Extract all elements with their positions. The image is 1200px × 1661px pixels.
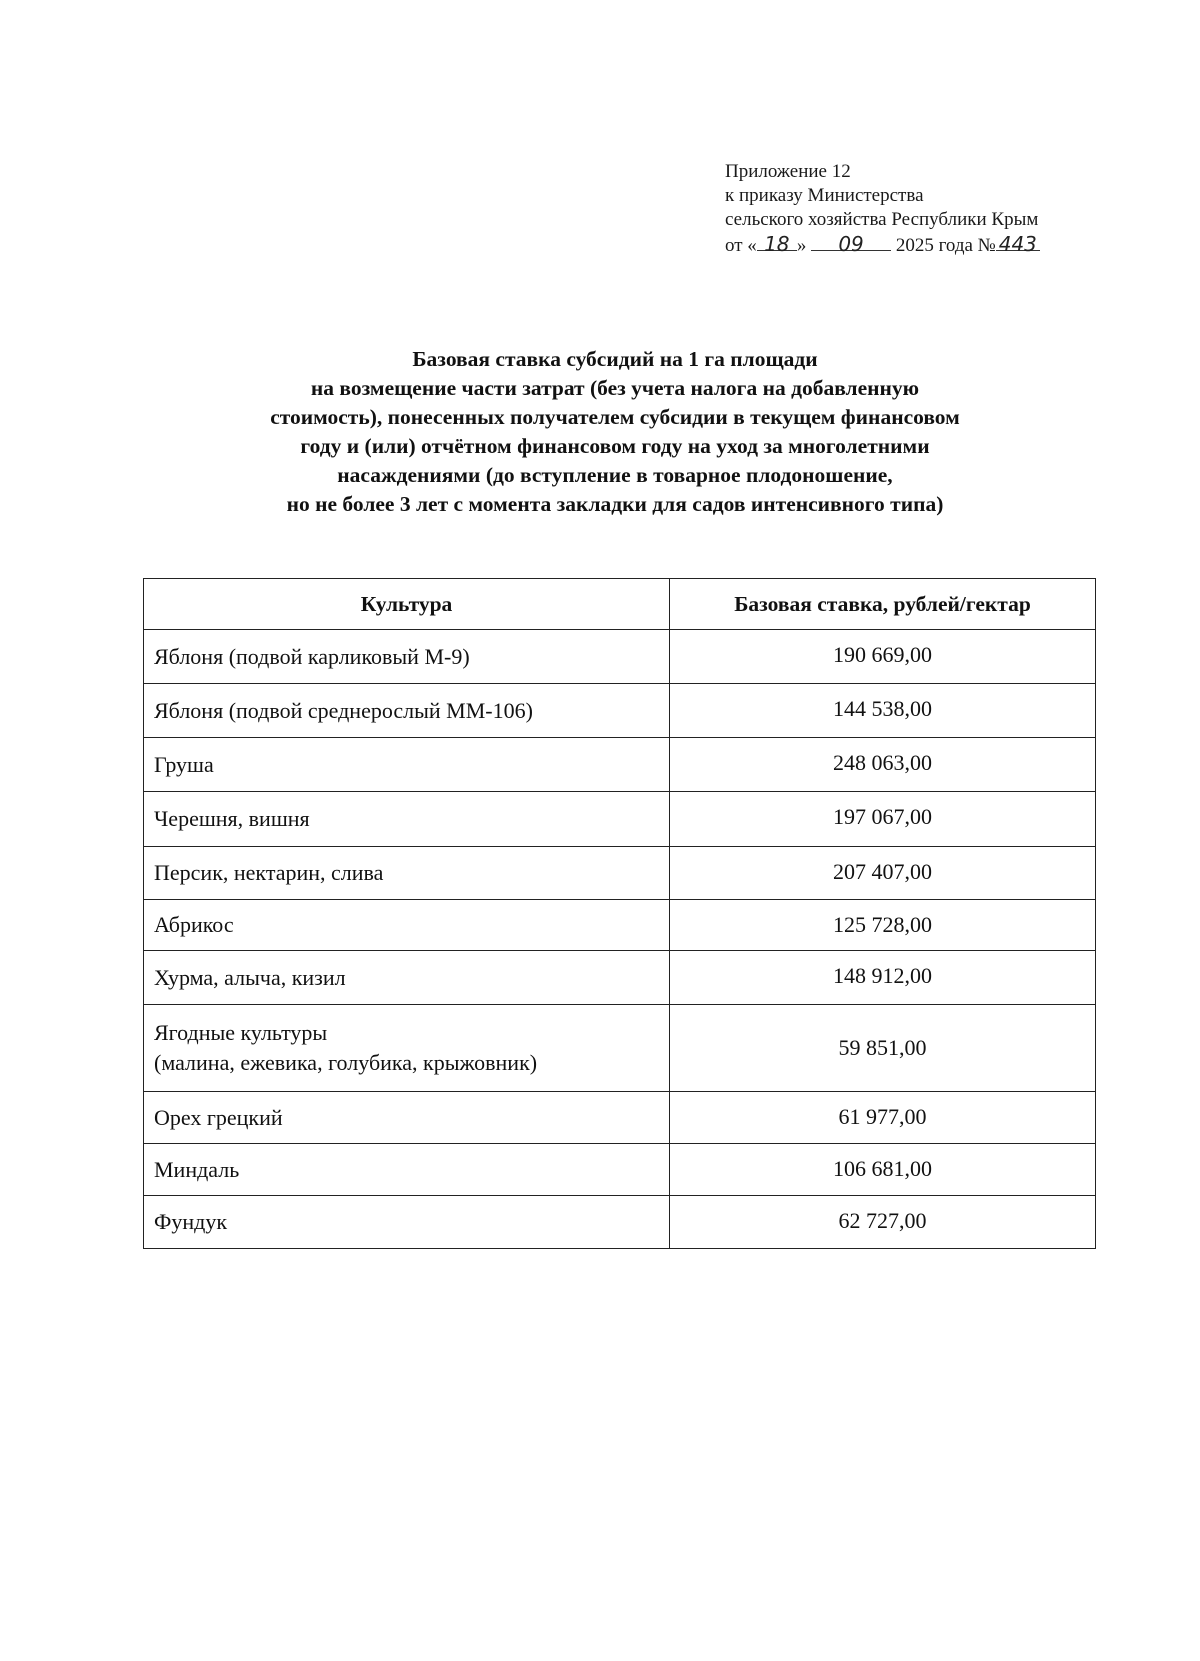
appendix-number: Приложение 12 (725, 161, 851, 182)
appendix-date-line (725, 232, 1145, 258)
date-month-field (811, 232, 891, 256)
title-line: на возмещение части затрат (без учета налога на добавленную (310, 376, 920, 400)
crop-cell: Абрикос (144, 900, 670, 951)
rate-cell: 148 912,00 (670, 951, 1096, 1005)
rate-cell: 207 407,00 (670, 847, 1096, 900)
title-line: году и (или) отчётном финансовом году на уход за многолетними (300, 434, 930, 458)
header-crop: Культура (144, 579, 670, 630)
table-row (144, 738, 1096, 792)
document-title (150, 345, 1080, 519)
table-row (144, 1092, 1096, 1144)
date-year: 2025 года № (895, 235, 996, 256)
table-row (144, 1196, 1096, 1249)
table-row (144, 847, 1096, 900)
crop-detail: (малина, ежевика, голубика, крыжовник) (154, 1050, 538, 1075)
table-row (144, 792, 1096, 847)
rate-cell: 144 538,00 (670, 684, 1096, 738)
table-row (144, 900, 1096, 951)
table-row (144, 951, 1096, 1005)
crop-cell: Черешня, вишня (144, 792, 670, 847)
rate-cell: 62 727,00 (670, 1196, 1096, 1249)
table-header-row (144, 579, 1096, 630)
title-line: стоимость), понесенных получателем субсидии в текущем финансовом (270, 405, 960, 429)
rate-cell: 125 728,00 (670, 900, 1096, 951)
crop-cell: Орех грецкий (144, 1092, 670, 1144)
table-row (144, 630, 1096, 684)
crop-name: Ягодные культуры (154, 1020, 328, 1045)
crop-cell: Хурма, алыча, кизил (144, 951, 670, 1005)
order-number-handwritten: 443 (998, 232, 1037, 256)
rate-cell: 248 063,00 (670, 738, 1096, 792)
crop-cell: Яблоня (подвой среднерослый ММ-106) (144, 684, 670, 738)
appendix-header (725, 160, 1145, 258)
table-row (144, 1005, 1096, 1092)
crop-cell: Миндаль (144, 1144, 670, 1196)
rate-cell: 197 067,00 (670, 792, 1096, 847)
date-mid: » (796, 235, 807, 256)
table-row (144, 684, 1096, 738)
crop-cell: Фундук (144, 1196, 670, 1249)
rate-cell: 59 851,00 (670, 1005, 1096, 1092)
order-number-field (996, 232, 1040, 256)
title-line: но не более 3 лет с момента закладки для садов интенсивного типа) (286, 492, 944, 516)
title-line: Базовая ставка субсидий на 1 га площади (412, 347, 818, 371)
date-month-handwritten: 09 (838, 232, 864, 256)
title-line: насаждениями (до вступление в товарное плодоношение, (337, 463, 893, 487)
appendix-ministry: сельского хозяйства Республики Крым (725, 209, 1039, 230)
crop-cell: Яблоня (подвой карликовый М-9) (144, 630, 670, 684)
crop-cell: Груша (144, 738, 670, 792)
appendix-order-ref: к приказу Министерства (725, 185, 924, 206)
date-prefix: от « (725, 235, 757, 256)
rate-cell: 106 681,00 (670, 1144, 1096, 1196)
rate-cell: 61 977,00 (670, 1092, 1096, 1144)
header-rate: Базовая ставка, рублей/гектар (670, 579, 1096, 630)
rate-cell: 190 669,00 (670, 630, 1096, 684)
crop-cell: Персик, нектарин, слива (144, 847, 670, 900)
date-day-field (757, 232, 797, 256)
crop-cell (144, 1005, 670, 1092)
date-day-handwritten: 18 (764, 232, 790, 256)
subsidy-rates-table (143, 578, 1096, 1249)
table-row (144, 1144, 1096, 1196)
